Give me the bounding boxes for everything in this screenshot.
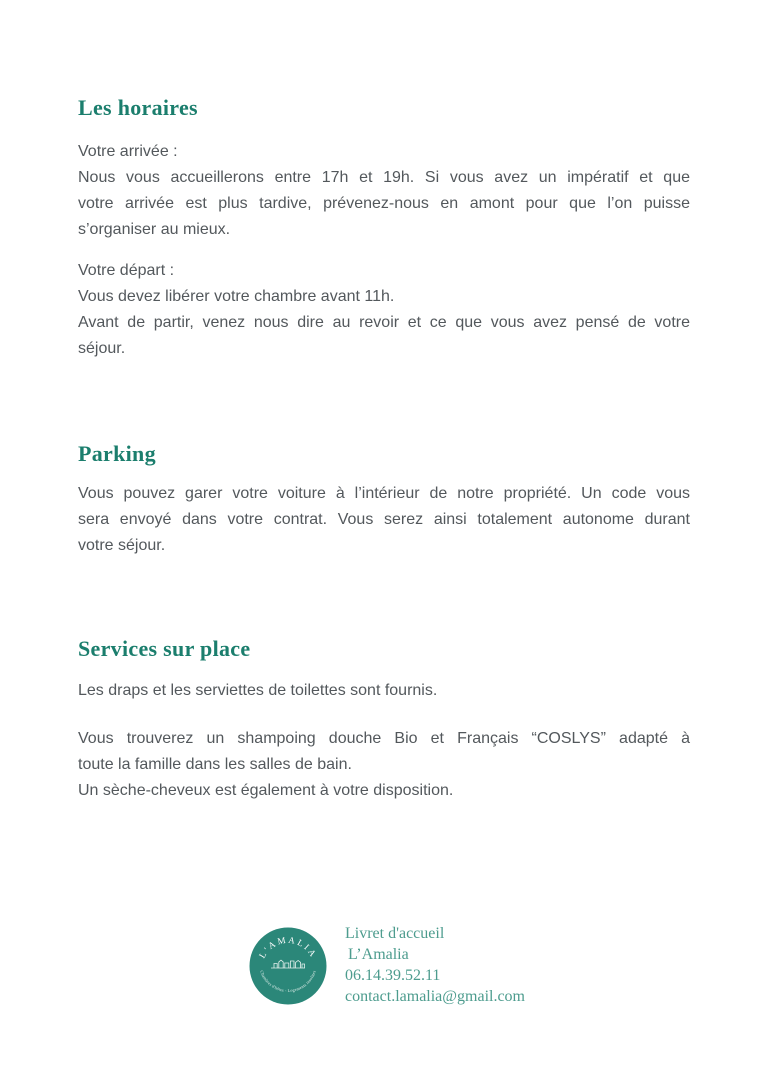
footer-line-phone: 06.14.39.52.11: [345, 967, 441, 984]
paragraph-depart: [78, 258, 690, 362]
footer-contact-block: [345, 923, 525, 1007]
text-line: Nous vous accueillerons entre 17h et 19h. Si vous avez un impératif et que: [78, 169, 690, 186]
footer-line-amalia: L’Amalia: [348, 946, 409, 963]
text-line: séjour.: [78, 340, 126, 357]
section-heading-les-horaires: Les horaires: [78, 95, 198, 120]
text-line: votre arrivée est plus tardive, prévenez-nous en amont pour que l’on puisse: [78, 195, 690, 212]
logo-tagline-text: Chambres d'hôtes - Logements insolites: [259, 969, 317, 994]
section-heading-services-sur-place: Services sur place: [78, 636, 251, 661]
text-line: toute la famille dans les salles de bain.: [78, 756, 352, 773]
text-line: sera envoyé dans votre contrat. Vous serez ainsi totalement autonome durant: [78, 511, 690, 528]
text-line: Les draps et les serviettes de toilettes sont fournis.: [78, 682, 438, 699]
text-line: Votre arrivée :: [78, 143, 178, 160]
text-line: Avant de partir, venez nous dire au revoir et ce que vous avez pensé de votre: [78, 314, 690, 331]
paragraph-shampoing-seche-cheveux: [78, 726, 690, 804]
text-line: Un sèche-cheveux est également à votre disposition.: [78, 782, 454, 799]
logo-name-text: L'AMALIA: [256, 934, 320, 960]
text-line: Vous trouverez un shampoing douche Bio et Français “COSLYS” adapté à: [78, 730, 690, 747]
text-line: Vous pouvez garer votre voiture à l’intérieur de notre propriété. Un code vous: [78, 485, 690, 502]
amalia-logo: [249, 927, 327, 1005]
text-line: votre séjour.: [78, 537, 166, 554]
paragraph-arrivee: [78, 139, 690, 243]
footer-line-livret: Livret d'accueil: [345, 925, 445, 942]
text-line: s’organiser au mieux.: [78, 221, 231, 238]
paragraph-parking: [78, 481, 690, 559]
text-line: Vous devez libérer votre chambre avant 11h.: [78, 288, 395, 305]
section-heading-parking: Parking: [78, 441, 156, 466]
footer-line-email: contact.lamalia@gmail.com: [345, 988, 525, 1005]
text-line: Votre départ :: [78, 262, 175, 279]
paragraph-draps-serviettes: [78, 678, 690, 704]
